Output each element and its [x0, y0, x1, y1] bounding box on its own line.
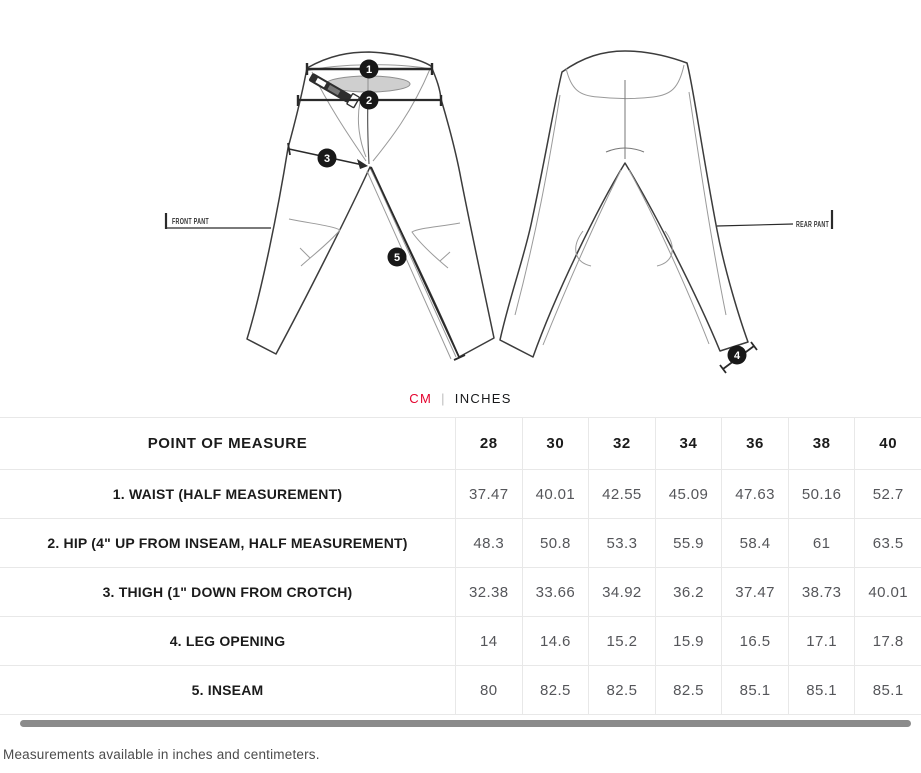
size-column-header: 28: [455, 418, 522, 470]
marker-4-leg-opening: [728, 346, 747, 365]
table-cell: 33.66: [522, 568, 589, 617]
table-cell: 40.01: [854, 568, 921, 617]
marker-1-waist: [360, 60, 379, 79]
table-cell: 58.4: [721, 519, 788, 568]
rear-pant-diagram: [500, 51, 748, 357]
svg-text:4: 4: [733, 350, 741, 362]
table-cell: 61: [788, 519, 855, 568]
table-cell: 14.6: [522, 617, 589, 666]
marker-2-hip: [360, 91, 379, 110]
table-cell: 63.5: [854, 519, 921, 568]
table-cell: 47.63: [721, 470, 788, 519]
table-cell: 15.2: [588, 617, 655, 666]
size-column-header: 38: [788, 418, 855, 470]
front-pant-label: FRONT PANT: [172, 217, 209, 226]
row-label: 5. INSEAM: [0, 666, 455, 715]
table-cell: 85.1: [854, 666, 921, 715]
table-cell: 45.09: [655, 470, 722, 519]
table-cell: 17.8: [854, 617, 921, 666]
horizontal-scrollbar-thumb[interactable]: [20, 720, 911, 727]
table-cell: 82.5: [655, 666, 722, 715]
table-cell: 32.38: [455, 568, 522, 617]
unit-toggle: [0, 391, 921, 406]
table-cell: 85.1: [721, 666, 788, 715]
size-column-header: 32: [588, 418, 655, 470]
table-cell: 16.5: [721, 617, 788, 666]
svg-text:2: 2: [365, 95, 373, 107]
table-cell: 82.5: [588, 666, 655, 715]
table-cell: 85.1: [788, 666, 855, 715]
front-pant-callout: [166, 213, 271, 229]
table-cell: 55.9: [655, 519, 722, 568]
svg-text:5: 5: [393, 252, 401, 264]
size-column-header: 34: [655, 418, 722, 470]
table-cell: 40.01: [522, 470, 589, 519]
table-cell: 50.8: [522, 519, 589, 568]
row-label: 3. THIGH (1" DOWN FROM CROTCH): [0, 568, 455, 617]
marker-5-inseam: [388, 248, 407, 267]
rear-pant-callout: [717, 210, 832, 229]
size-chart-table: [0, 417, 921, 715]
table-cell: 34.92: [588, 568, 655, 617]
unit-toggle-divider: |: [441, 391, 446, 406]
table-cell: 82.5: [522, 666, 589, 715]
point-of-measure-header: POINT OF MEASURE: [0, 418, 455, 470]
row-label: 2. HIP (4" UP FROM INSEAM, HALF MEASUREMENT): [0, 519, 455, 568]
inches-unit-button[interactable]: INCHES: [454, 391, 512, 406]
table-cell: 37.47: [721, 568, 788, 617]
table-cell: 50.16: [788, 470, 855, 519]
svg-text:3: 3: [323, 153, 331, 165]
table-cell: 52.7: [854, 470, 921, 519]
cm-unit-button[interactable]: CM: [409, 391, 433, 406]
table-cell: 53.3: [588, 519, 655, 568]
table-cell: 37.47: [455, 470, 522, 519]
marker-3-thigh: [318, 149, 337, 168]
row-label: 1. WAIST (HALF MEASUREMENT): [0, 470, 455, 519]
table-cell: 48.3: [455, 519, 522, 568]
table-cell: 17.1: [788, 617, 855, 666]
size-column-header: 40: [854, 418, 921, 470]
row-label: 4. LEG OPENING: [0, 617, 455, 666]
measurements-note: Measurements available in inches and centimeters.: [3, 747, 320, 762]
size-column-header: 36: [721, 418, 788, 470]
rear-pant-label: REAR PANT: [796, 220, 829, 229]
size-column-header: 30: [522, 418, 589, 470]
svg-text:1: 1: [365, 64, 373, 76]
table-cell: 38.73: [788, 568, 855, 617]
table-cell: 15.9: [655, 617, 722, 666]
table-cell: 80: [455, 666, 522, 715]
table-cell: 36.2: [655, 568, 722, 617]
table-cell: 42.55: [588, 470, 655, 519]
table-cell: 14: [455, 617, 522, 666]
